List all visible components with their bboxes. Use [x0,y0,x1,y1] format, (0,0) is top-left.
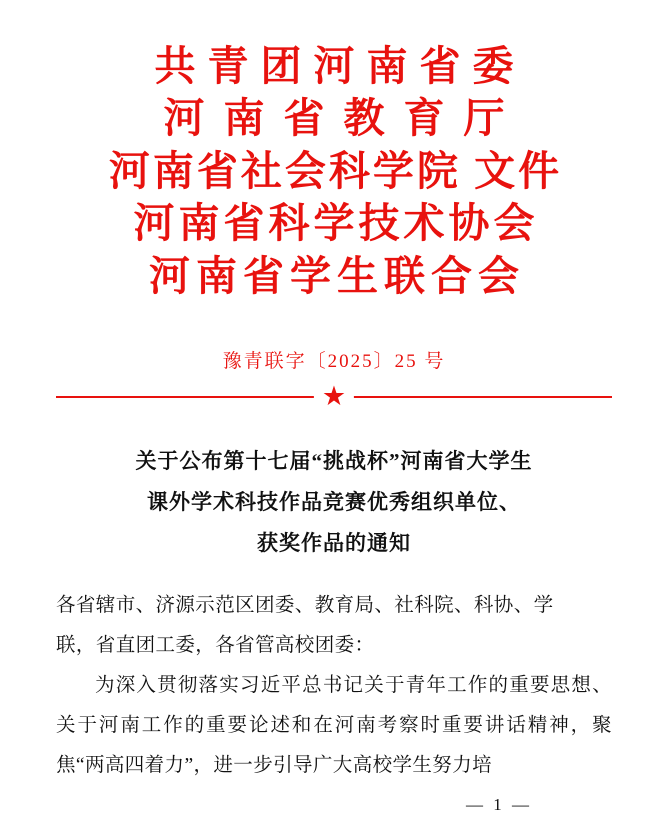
red-separator-rule [56,381,612,412]
document-title [56,441,612,564]
title-line-1: 关于公布第十七届“挑战杯”河南省大学生 [135,449,533,474]
page-number: — 1 — [466,795,532,814]
addressee-line-2: 联，省直团工委，各省管高校团委： [56,635,375,657]
addressee-line-1: 各省辖市、济源示范区团委、教育局、社科院、科协、学 [56,595,554,617]
masthead [56,0,612,302]
body-paragraph-1: 为深入贯彻落实习近平总书记关于青年工作的重要思想、关于河南工作的重要论述和在河南考察时重要讲话精神，聚焦“两高四着力”，进一步引导广大高校学生努力培 [56,675,612,777]
masthead-line-4: 河南省科学技术协会 [133,200,539,247]
title-line-3: 获奖作品的通知 [257,531,411,556]
title-line-2: 课外学术科技作品竞赛优秀组织单位、 [147,490,521,515]
document-body [56,586,612,786]
document-number: 豫青联字〔2025〕25 号 [222,351,446,373]
masthead-line-1: 共青团河南省委 [154,43,526,89]
masthead-line-2: 河南省教育厅 [163,95,524,142]
red-star-icon: ★ [314,383,354,410]
masthead-line-3: 河南省社会科学院 文件 [108,147,563,194]
masthead-line-5: 河南省学生联合会 [149,252,525,299]
